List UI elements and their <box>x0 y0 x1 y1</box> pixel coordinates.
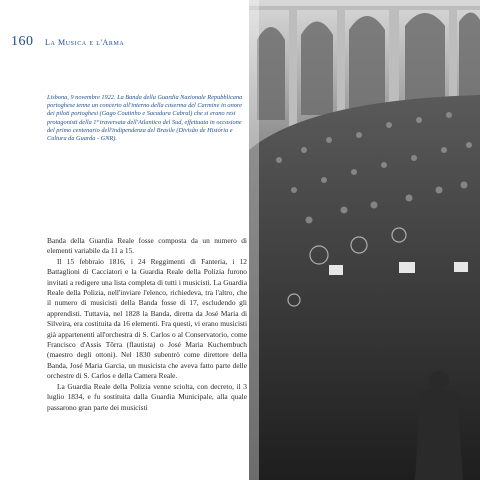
paragraph-3: La Guardia Reale della Polizia venne sciolta, con decreto, il 3 luglio 1834, e fu sostituita dalla Guardia Municipale, alla quale passarono gran parte dei musicisti <box>47 381 247 412</box>
body-text <box>47 236 247 413</box>
photograph-illustration <box>249 0 480 480</box>
page-number: 160 <box>11 34 34 49</box>
band-concert-photograph <box>249 0 480 480</box>
photo-caption: Lisbona, 9 novembre 1922. La Banda della Guardia Nazionale Repubblicana portoghese tenne un concerto all'interno della caserma del Carmine in onore dei piloti portoghesi (Gago Coutinho e Sacadura Cabral) che si erano resi protagonisti della 1ª traversata dell'Atlantico del Sud, effettuata in occasione del primo centenario dell'indipendenza del Brasile (Divisão de História e Cultura da Guarda - GNR). <box>47 94 243 143</box>
running-title: La Musica e l'Arma <box>45 38 125 47</box>
paragraph-2: Il 15 febbraio 1816, i 24 Reggimenti di Fanteria, i 12 Battaglioni di Cacciatori e la Guardia Reale della Polizia furono invitati a redigere una lista completa di tutti i musicisti. La Guardia Reale della Polizia, nell'inviare l'elenco, richiedeva, tra l'altro, che il numero di musicisti della Banda fosse di 17, escludendo gli apprendisti. Tuttavia, nel 1828 la Banda, diretta da José Maria di Silveira, era costituita da 16 elementi. Fra questi, vi erano musicisti già appartenenti all'orchestra di S. Carlos o al Conservatorio, come Francisco d'Assis Tôrra (flautista) o José Maria Kuchembuch (maestro degli ottoni). Nel 1830 subentrò come direttore della Banda, José Maria Garcia, un musicista che aveva fatto parte delle orchestre di S. Carlos e della Camera Reale. <box>47 256 247 381</box>
paragraph-1: Banda della Guardia Reale fosse composta da un numero di elementi variabile da 11 a 15. <box>47 236 247 256</box>
